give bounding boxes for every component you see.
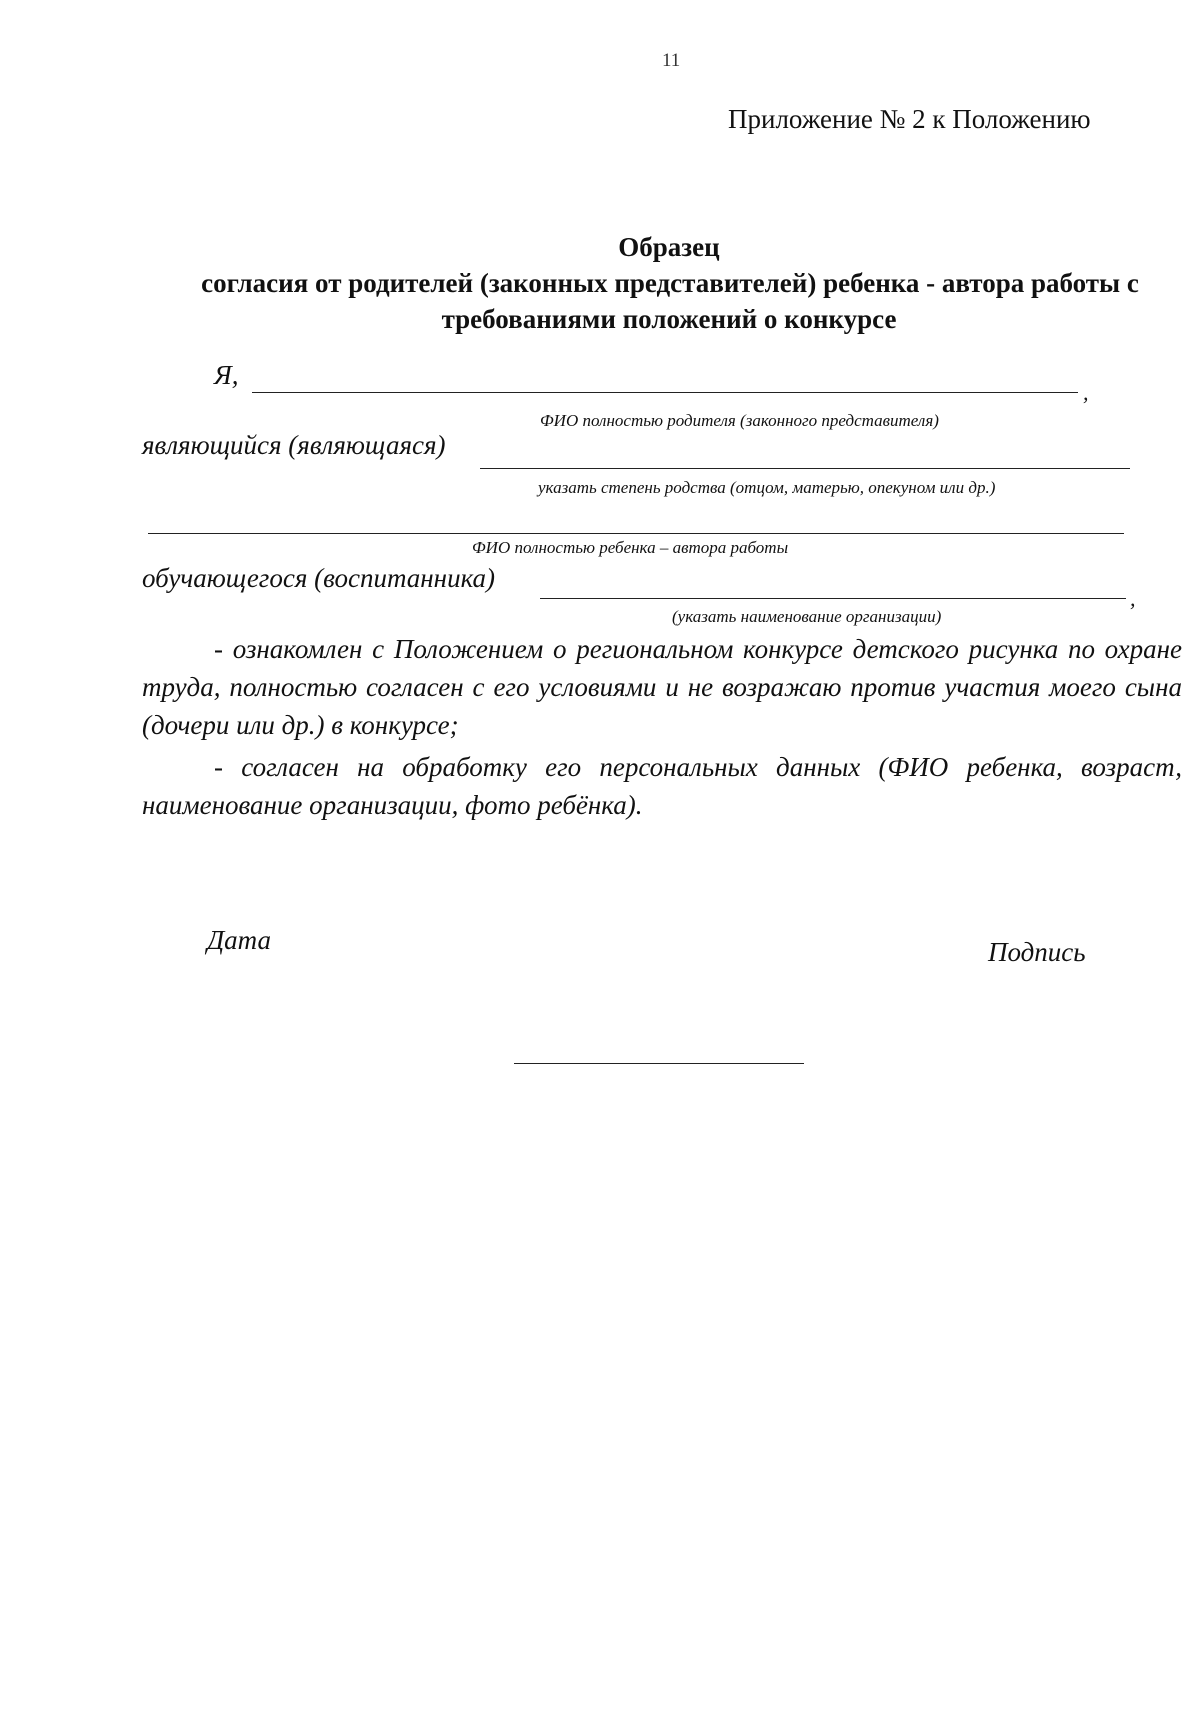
title-line-1: Образец	[618, 232, 720, 262]
child-name-field[interactable]	[148, 533, 1124, 534]
organization-hint: (указать наименование организации)	[672, 607, 942, 626]
ya-label: Я,	[214, 360, 239, 390]
page-number: 11	[662, 50, 681, 71]
organization-field[interactable]	[540, 598, 1126, 599]
signature-label: Подпись	[988, 937, 1086, 967]
appendix-header: Приложение № 2 к Положению	[728, 104, 1091, 134]
signature-line[interactable]	[514, 1063, 804, 1064]
parent-name-hint: ФИО полностью родителя (законного представителя)	[540, 411, 939, 430]
date-label: Дата	[207, 925, 272, 955]
relation-label: являющийся (являющаяся)	[142, 430, 446, 460]
comma: ,	[1083, 380, 1089, 405]
consent-paragraph-1: - ознакомлен с Положением о региональном конкурсе детского рисунка по охране труда, полностью согласен с его условиями и не возражаю против участия моего сына (дочери или др.) в конкурсе;	[142, 634, 1182, 740]
title-line-2: согласия от родителей (законных представителей) ребенка - автора работы с	[201, 268, 1139, 298]
title-line-3: требованиями положений о конкурсе	[441, 304, 897, 334]
student-label: обучающегося (воспитанника)	[142, 563, 496, 593]
relation-field[interactable]	[480, 468, 1130, 469]
child-name-hint: ФИО полностью ребенка – автора работы	[472, 538, 789, 557]
parent-name-field[interactable]	[252, 392, 1078, 393]
relation-hint: указать степень родства (отцом, матерью, опекуном или др.)	[538, 478, 996, 497]
consent-paragraph-2: - согласен на обработку его персональных данных (ФИО ребенка, возраст, наименование организации, фото ребёнка).	[142, 752, 1182, 820]
comma: ,	[1130, 586, 1136, 611]
